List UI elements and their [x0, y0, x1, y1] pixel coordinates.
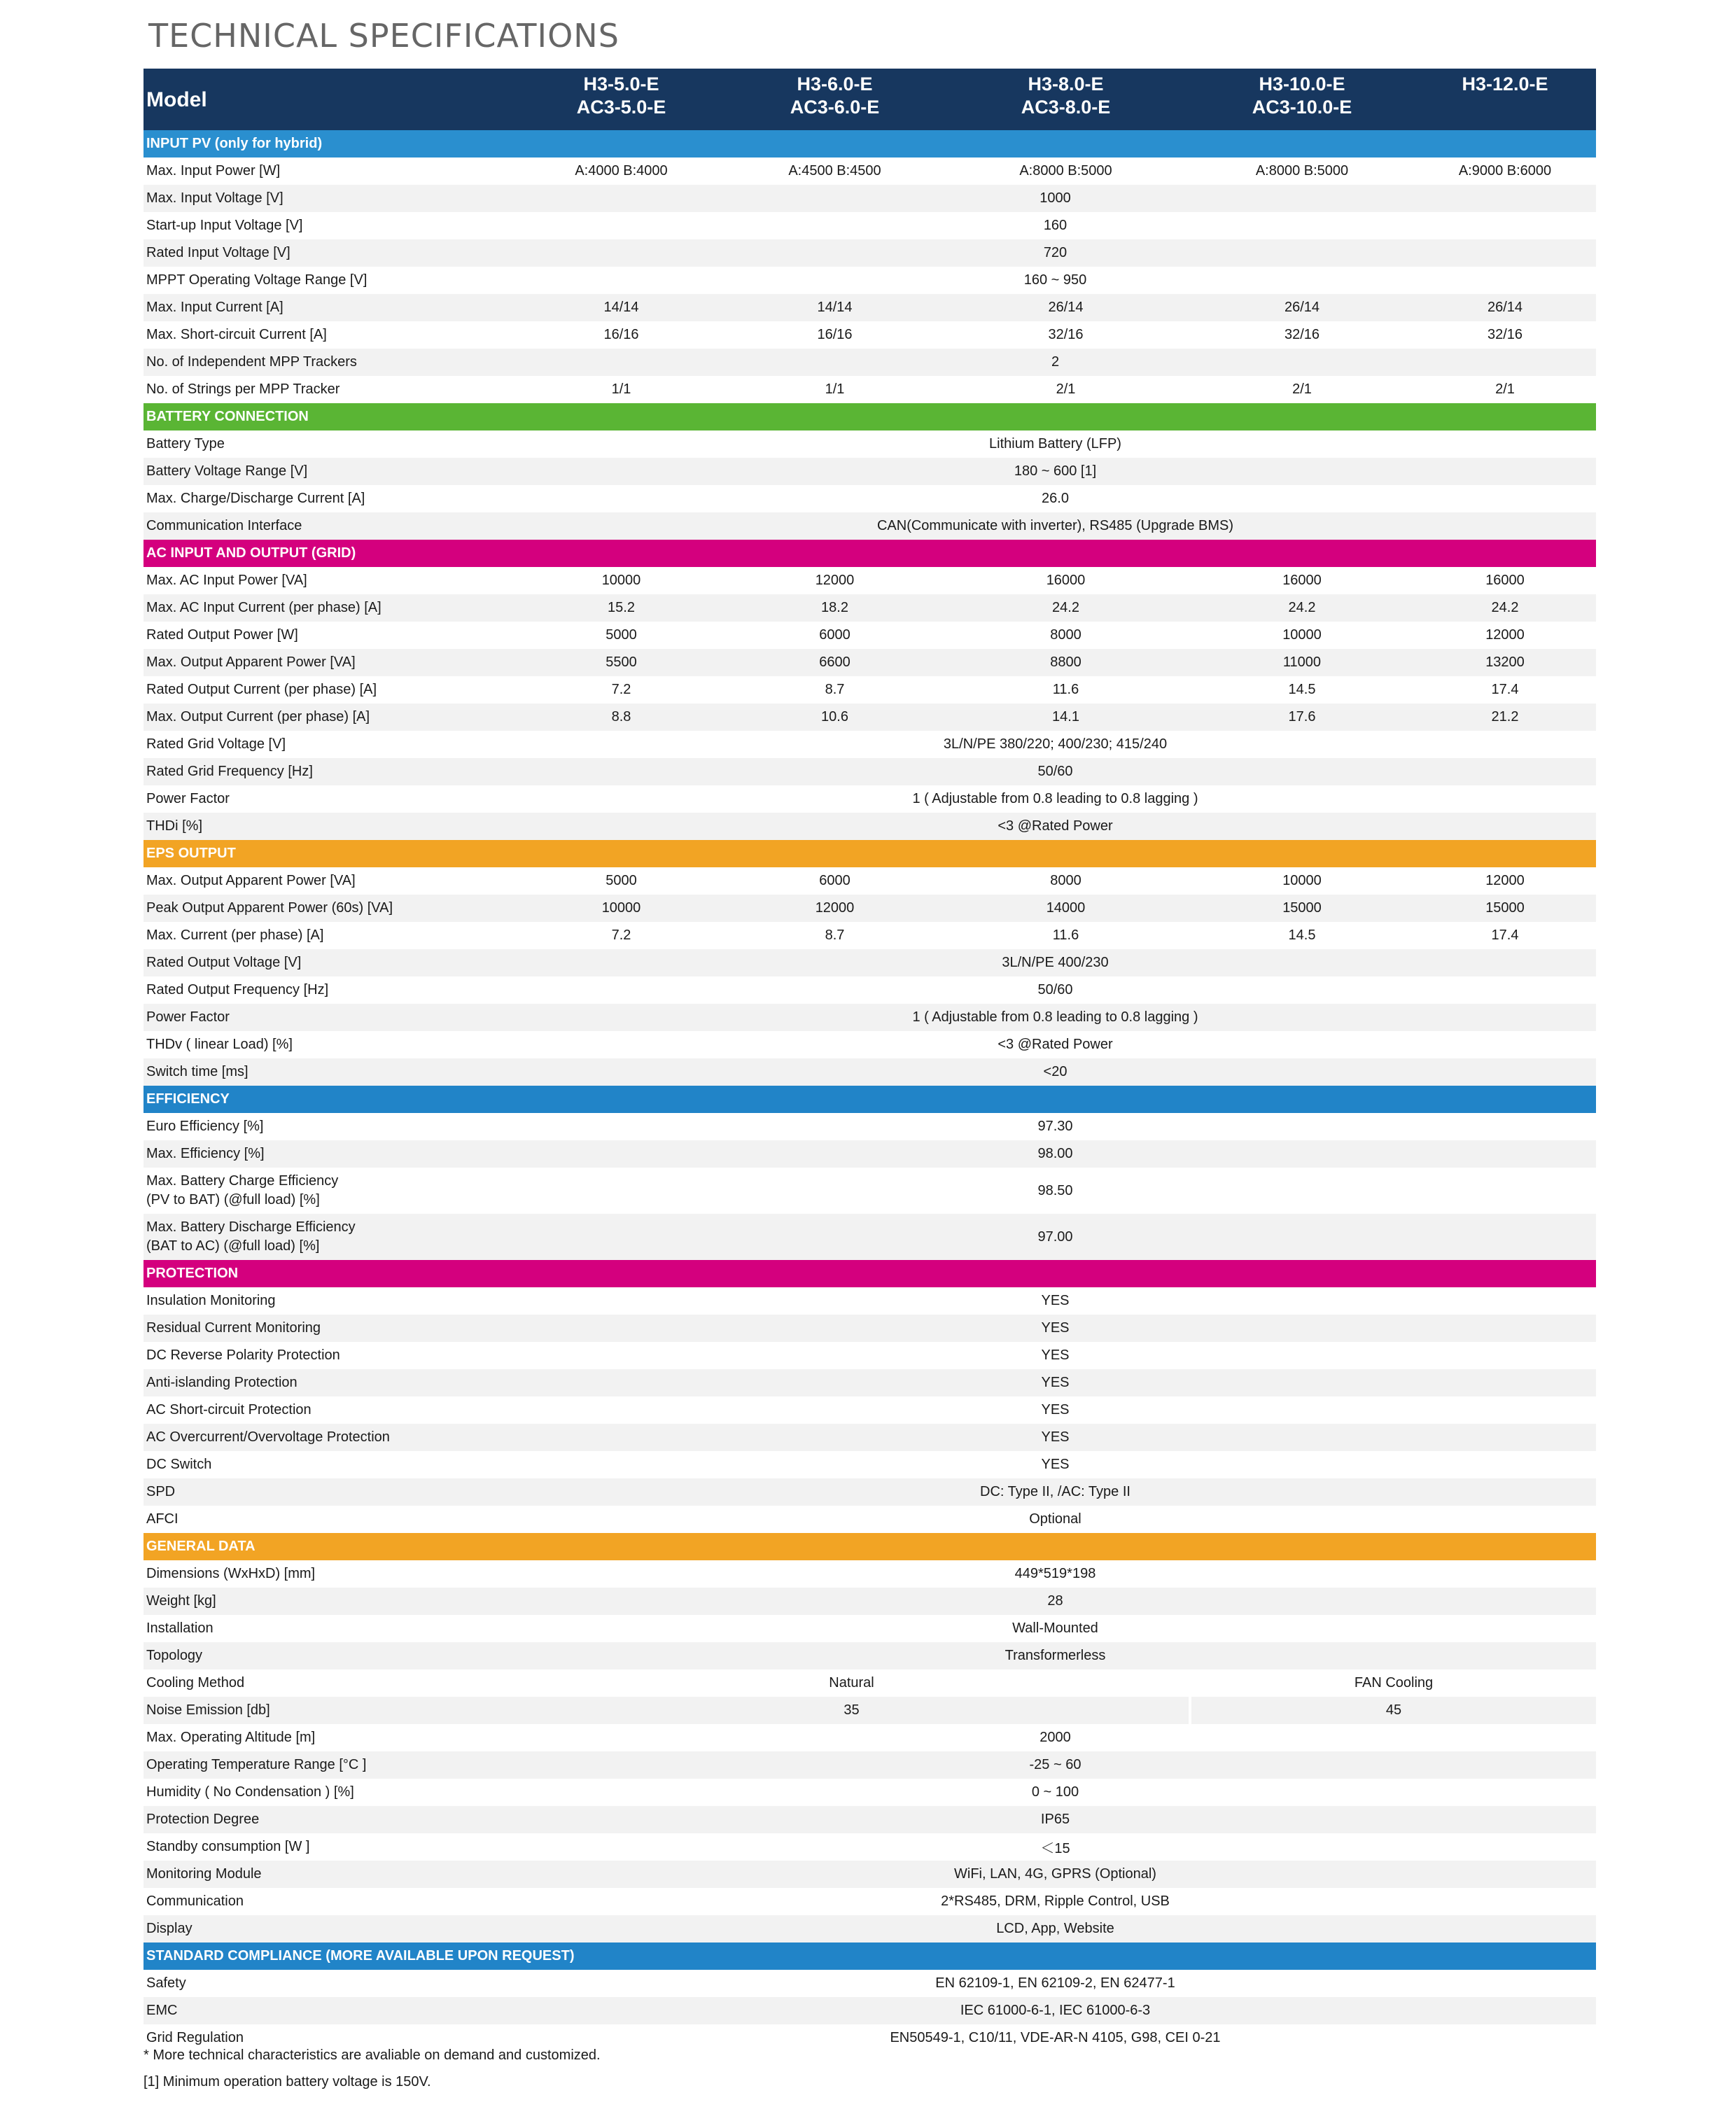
spec-value: A:4000 B:4000	[514, 158, 728, 185]
spec-value: 32/16	[1190, 321, 1414, 349]
spec-value: 0 ~ 100	[514, 1779, 1596, 1806]
spec-value: 16000	[1414, 567, 1596, 594]
spec-value: 8.7	[728, 676, 941, 704]
spec-value: ＜15	[514, 1833, 1596, 1861]
model-header-cell: H3-5.0-E AC3-5.0-E	[514, 69, 728, 130]
spec-row	[144, 1113, 1596, 1140]
spec-row	[144, 1560, 1596, 1588]
spec-label: Rated Input Voltage [V]	[144, 239, 514, 267]
spec-row	[144, 1615, 1596, 1642]
model-header-cell: H3-12.0-E	[1414, 69, 1596, 130]
spec-row	[144, 731, 1596, 758]
spec-value: 8.8	[514, 704, 728, 731]
spec-label: Residual Current Monitoring	[144, 1315, 514, 1342]
spec-value: 10000	[1190, 867, 1414, 895]
spec-value: 5500	[514, 649, 728, 676]
spec-row	[144, 212, 1596, 239]
spec-label: Peak Output Apparent Power (60s) [VA]	[144, 895, 514, 922]
spec-value: CAN(Communicate with inverter), RS485 (Upgrade BMS)	[514, 512, 1596, 540]
spec-label: Rated Grid Frequency [Hz]	[144, 758, 514, 785]
spec-value: 8000	[941, 622, 1190, 649]
spec-row	[144, 1888, 1596, 1915]
footnote: [1] Minimum operation battery voltage is 150V.	[144, 2074, 431, 2090]
spec-label: Communication Interface	[144, 512, 514, 540]
spec-value: 10.6	[728, 704, 941, 731]
spec-row	[144, 267, 1596, 294]
spec-value: Transformerless	[514, 1642, 1596, 1670]
spec-row	[144, 1806, 1596, 1833]
spec-value: 3L/N/PE 380/220; 400/230; 415/240	[514, 731, 1596, 758]
section-title: BATTERY CONNECTION	[144, 403, 1596, 430]
spec-label: Installation	[144, 1615, 514, 1642]
section-header	[144, 130, 1596, 158]
spec-value: 12000	[1414, 622, 1596, 649]
spec-label: Max. Battery Charge Efficiency (PV to BAT) (@full load) [%]	[144, 1168, 514, 1214]
section-title: INPUT PV (only for hybrid)	[144, 130, 1596, 158]
spec-label: Protection Degree	[144, 1806, 514, 1833]
spec-label: Operating Temperature Range [°C ]	[144, 1751, 514, 1779]
spec-value: 6600	[728, 649, 941, 676]
spec-row	[144, 1970, 1596, 1997]
spec-label: DC Reverse Polarity Protection	[144, 1342, 514, 1369]
spec-value: YES	[514, 1287, 1596, 1315]
footnote: * More technical characteristics are avaliable on demand and customized.	[144, 2047, 601, 2063]
spec-label: Max. Charge/Discharge Current [A]	[144, 485, 514, 512]
spec-value: 6000	[728, 622, 941, 649]
section-title: STANDARD COMPLIANCE (MORE AVAILABLE UPON REQUEST)	[144, 1942, 1596, 1970]
spec-label: Battery Type	[144, 430, 514, 458]
spec-label: Safety	[144, 1970, 514, 1997]
spec-row	[144, 1451, 1596, 1478]
model-header-cell: H3-8.0-E AC3-8.0-E	[941, 69, 1190, 130]
spec-row	[144, 185, 1596, 212]
spec-label: Max. Efficiency [%]	[144, 1140, 514, 1168]
spec-label: Insulation Monitoring	[144, 1287, 514, 1315]
spec-value: 16/16	[728, 321, 941, 349]
spec-row	[144, 1697, 1596, 1724]
spec-value: 26.0	[514, 485, 1596, 512]
spec-value: Lithium Battery (LFP)	[514, 430, 1596, 458]
spec-value: 14.1	[941, 704, 1190, 731]
spec-value: 8800	[941, 649, 1190, 676]
spec-value: 1/1	[514, 376, 728, 403]
spec-value: 14/14	[514, 294, 728, 321]
spec-row	[144, 1724, 1596, 1751]
spec-label: Noise Emission [db]	[144, 1697, 514, 1724]
spec-label: Power Factor	[144, 1004, 514, 1031]
spec-row	[144, 1058, 1596, 1086]
spec-row	[144, 1997, 1596, 2024]
spec-label: Power Factor	[144, 785, 514, 813]
spec-value: -25 ~ 60	[514, 1751, 1596, 1779]
spec-value: 2000	[514, 1724, 1596, 1751]
spec-row	[144, 1031, 1596, 1058]
spec-value: 10000	[1190, 622, 1414, 649]
spec-value: 1 ( Adjustable from 0.8 leading to 0.8 lagging )	[514, 785, 1596, 813]
spec-table	[144, 69, 1596, 2052]
spec-value: 720	[514, 239, 1596, 267]
section-header	[144, 403, 1596, 430]
spec-value: 11000	[1190, 649, 1414, 676]
spec-value: YES	[514, 1424, 1596, 1451]
spec-label: Topology	[144, 1642, 514, 1670]
spec-label: AC Overcurrent/Overvoltage Protection	[144, 1424, 514, 1451]
spec-row	[144, 895, 1596, 922]
spec-value: EN50549-1, C10/11, VDE-AR-N 4105, G98, CEI 0-21	[514, 2024, 1596, 2052]
spec-label: DC Switch	[144, 1451, 514, 1478]
spec-row	[144, 430, 1596, 458]
spec-label: Start-up Input Voltage [V]	[144, 212, 514, 239]
spec-value: 14000	[941, 895, 1190, 922]
spec-value: A:9000 B:6000	[1414, 158, 1596, 185]
spec-value: 17.4	[1414, 676, 1596, 704]
spec-row	[144, 349, 1596, 376]
spec-label: No. of Independent MPP Trackers	[144, 349, 514, 376]
spec-label: Communication	[144, 1888, 514, 1915]
spec-value: 32/16	[941, 321, 1190, 349]
spec-row	[144, 867, 1596, 895]
page-title: TECHNICAL SPECIFICATIONS	[148, 17, 620, 55]
spec-row	[144, 1642, 1596, 1670]
spec-value: 2/1	[1190, 376, 1414, 403]
spec-value: DC: Type II, /AC: Type II	[514, 1478, 1596, 1506]
spec-value: Natural	[514, 1670, 1190, 1697]
spec-label: Max. Operating Altitude [m]	[144, 1724, 514, 1751]
spec-value: 2*RS485, DRM, Ripple Control, USB	[514, 1888, 1596, 1915]
spec-value: IP65	[514, 1806, 1596, 1833]
spec-value: EN 62109-1, EN 62109-2, EN 62477-1	[514, 1970, 1596, 1997]
spec-value: 10000	[514, 567, 728, 594]
spec-value: 1/1	[728, 376, 941, 403]
spec-row	[144, 704, 1596, 731]
spec-row	[144, 1315, 1596, 1342]
spec-label: Max. Short-circuit Current [A]	[144, 321, 514, 349]
spec-value: 26/14	[1190, 294, 1414, 321]
spec-row	[144, 1168, 1596, 1214]
spec-row	[144, 158, 1596, 185]
spec-value: A:8000 B:5000	[1190, 158, 1414, 185]
spec-row	[144, 1214, 1596, 1260]
spec-value: 16000	[941, 567, 1190, 594]
spec-value: 50/60	[514, 758, 1596, 785]
spec-value: 6000	[728, 867, 941, 895]
spec-row	[144, 1342, 1596, 1369]
spec-value: A:8000 B:5000	[941, 158, 1190, 185]
spec-label: Max. Output Apparent Power [VA]	[144, 649, 514, 676]
spec-value: 2/1	[941, 376, 1190, 403]
section-header	[144, 840, 1596, 867]
spec-row	[144, 785, 1596, 813]
spec-label: Rated Output Current (per phase) [A]	[144, 676, 514, 704]
spec-value: 5000	[514, 867, 728, 895]
spec-value: 160 ~ 950	[514, 267, 1596, 294]
spec-row	[144, 1833, 1596, 1861]
spec-row	[144, 1140, 1596, 1168]
spec-label: Max. Current (per phase) [A]	[144, 922, 514, 949]
spec-value: 7.2	[514, 922, 728, 949]
section-title: PROTECTION	[144, 1260, 1596, 1287]
spec-value: 50/60	[514, 976, 1596, 1004]
spec-value: 14.5	[1190, 676, 1414, 704]
spec-label: THDi [%]	[144, 813, 514, 840]
spec-label: Rated Output Power [W]	[144, 622, 514, 649]
spec-value: 35	[514, 1697, 1190, 1724]
spec-row	[144, 567, 1596, 594]
spec-label: Rated Grid Voltage [V]	[144, 731, 514, 758]
spec-value: 98.00	[514, 1140, 1596, 1168]
spec-label: No. of Strings per MPP Tracker	[144, 376, 514, 403]
spec-label: AFCI	[144, 1506, 514, 1533]
spec-value: 24.2	[1414, 594, 1596, 622]
spec-value: 16/16	[514, 321, 728, 349]
spec-value: 12000	[728, 567, 941, 594]
spec-label: Dimensions (WxHxD) [mm]	[144, 1560, 514, 1588]
spec-value: 15000	[1190, 895, 1414, 922]
model-header-row	[144, 69, 1596, 130]
spec-row	[144, 649, 1596, 676]
section-title: EPS OUTPUT	[144, 840, 1596, 867]
spec-row	[144, 294, 1596, 321]
spec-row	[144, 1588, 1596, 1615]
spec-value: IEC 61000-6-1, IEC 61000-6-3	[514, 1997, 1596, 2024]
spec-label: Standby consumption [W ]	[144, 1833, 514, 1861]
spec-value: 11.6	[941, 676, 1190, 704]
section-title: AC INPUT AND OUTPUT (GRID)	[144, 540, 1596, 567]
spec-label: EMC	[144, 1997, 514, 2024]
spec-label: Max. AC Input Current (per phase) [A]	[144, 594, 514, 622]
section-header	[144, 1260, 1596, 1287]
spec-row	[144, 1369, 1596, 1396]
spec-value: 24.2	[941, 594, 1190, 622]
spec-row	[144, 1861, 1596, 1888]
spec-label: Cooling Method	[144, 1670, 514, 1697]
spec-row	[144, 1004, 1596, 1031]
section-header	[144, 1086, 1596, 1113]
spec-value: <3 @Rated Power	[514, 1031, 1596, 1058]
spec-row	[144, 321, 1596, 349]
spec-label: Monitoring Module	[144, 1861, 514, 1888]
spec-row	[144, 512, 1596, 540]
section-title: EFFICIENCY	[144, 1086, 1596, 1113]
spec-value: Wall-Mounted	[514, 1615, 1596, 1642]
spec-value: 11.6	[941, 922, 1190, 949]
spec-row	[144, 485, 1596, 512]
spec-value: 15000	[1414, 895, 1596, 922]
spec-label: Max. Output Current (per phase) [A]	[144, 704, 514, 731]
spec-value: 14/14	[728, 294, 941, 321]
spec-value: 18.2	[728, 594, 941, 622]
spec-row	[144, 758, 1596, 785]
section-title: GENERAL DATA	[144, 1533, 1596, 1560]
spec-value: YES	[514, 1369, 1596, 1396]
spec-row	[144, 239, 1596, 267]
spec-value: 32/16	[1414, 321, 1596, 349]
spec-value: A:4500 B:4500	[728, 158, 941, 185]
spec-row	[144, 458, 1596, 485]
spec-value: WiFi, LAN, 4G, GPRS (Optional)	[514, 1861, 1596, 1888]
spec-row	[144, 676, 1596, 704]
spec-row	[144, 949, 1596, 976]
spec-value: 1000	[514, 185, 1596, 212]
spec-value: YES	[514, 1451, 1596, 1478]
spec-value: 12000	[1414, 867, 1596, 895]
spec-label: Rated Output Voltage [V]	[144, 949, 514, 976]
spec-label: Switch time [ms]	[144, 1058, 514, 1086]
spec-label: Battery Voltage Range [V]	[144, 458, 514, 485]
section-header	[144, 1533, 1596, 1560]
spec-label: MPPT Operating Voltage Range [V]	[144, 267, 514, 294]
spec-label: Weight [kg]	[144, 1588, 514, 1615]
model-header-cell: H3-6.0-E AC3-6.0-E	[728, 69, 941, 130]
spec-value: 28	[514, 1588, 1596, 1615]
spec-value: 45	[1190, 1697, 1596, 1724]
spec-value: 1 ( Adjustable from 0.8 leading to 0.8 lagging )	[514, 1004, 1596, 1031]
spec-value: 17.4	[1414, 922, 1596, 949]
spec-value: YES	[514, 1315, 1596, 1342]
spec-value: 15.2	[514, 594, 728, 622]
spec-row	[144, 1670, 1596, 1697]
spec-row	[144, 1396, 1596, 1424]
spec-label: Max. Input Voltage [V]	[144, 185, 514, 212]
spec-value: 21.2	[1414, 704, 1596, 731]
spec-row	[144, 1506, 1596, 1533]
spec-value: 16000	[1190, 567, 1414, 594]
spec-value: <20	[514, 1058, 1596, 1086]
spec-row	[144, 922, 1596, 949]
spec-label: SPD	[144, 1478, 514, 1506]
spec-row	[144, 1779, 1596, 1806]
spec-value: 97.00	[514, 1214, 1596, 1260]
spec-label: Grid Regulation	[144, 2024, 514, 2052]
spec-value: YES	[514, 1342, 1596, 1369]
spec-value: 26/14	[941, 294, 1190, 321]
spec-value: 5000	[514, 622, 728, 649]
spec-row	[144, 1751, 1596, 1779]
spec-label: Anti-islanding Protection	[144, 1369, 514, 1396]
spec-row	[144, 594, 1596, 622]
spec-value: LCD, App, Website	[514, 1915, 1596, 1942]
model-header-label: Model	[144, 69, 514, 130]
spec-row	[144, 376, 1596, 403]
spec-value: 17.6	[1190, 704, 1414, 731]
spec-row	[144, 813, 1596, 840]
spec-value: 13200	[1414, 649, 1596, 676]
spec-label: AC Short-circuit Protection	[144, 1396, 514, 1424]
spec-value: 3L/N/PE 400/230	[514, 949, 1596, 976]
spec-row	[144, 976, 1596, 1004]
spec-label: Rated Output Frequency [Hz]	[144, 976, 514, 1004]
section-header	[144, 1942, 1596, 1970]
spec-value: 160	[514, 212, 1596, 239]
spec-row	[144, 1478, 1596, 1506]
spec-row	[144, 1287, 1596, 1315]
spec-row	[144, 622, 1596, 649]
spec-value: 26/14	[1414, 294, 1596, 321]
spec-label: THDv ( linear Load) [%]	[144, 1031, 514, 1058]
spec-value: 97.30	[514, 1113, 1596, 1140]
spec-value: 10000	[514, 895, 728, 922]
spec-label: Display	[144, 1915, 514, 1942]
spec-value: 2/1	[1414, 376, 1596, 403]
spec-value: 8000	[941, 867, 1190, 895]
spec-value: 7.2	[514, 676, 728, 704]
spec-row	[144, 1424, 1596, 1451]
spec-value: 180 ~ 600 [1]	[514, 458, 1596, 485]
spec-value: 24.2	[1190, 594, 1414, 622]
spec-label: Max. AC Input Power [VA]	[144, 567, 514, 594]
spec-label: Euro Efficiency [%]	[144, 1113, 514, 1140]
spec-value: 14.5	[1190, 922, 1414, 949]
spec-label: Humidity ( No Condensation ) [%]	[144, 1779, 514, 1806]
spec-value: FAN Cooling	[1190, 1670, 1596, 1697]
spec-label: Max. Output Apparent Power [VA]	[144, 867, 514, 895]
spec-label: Max. Input Power [W]	[144, 158, 514, 185]
spec-value: <3 @Rated Power	[514, 813, 1596, 840]
model-header-cell: H3-10.0-E AC3-10.0-E	[1190, 69, 1414, 130]
spec-value: 98.50	[514, 1168, 1596, 1214]
spec-table-body	[144, 130, 1596, 2052]
spec-row	[144, 1915, 1596, 1942]
spec-value: YES	[514, 1396, 1596, 1424]
spec-label: Max. Battery Discharge Efficiency (BAT to AC) (@full load) [%]	[144, 1214, 514, 1260]
spec-value: 2	[514, 349, 1596, 376]
spec-value: Optional	[514, 1506, 1596, 1533]
spec-value: 12000	[728, 895, 941, 922]
spec-label: Max. Input Current [A]	[144, 294, 514, 321]
section-header	[144, 540, 1596, 567]
spec-value: 449*519*198	[514, 1560, 1596, 1588]
spec-value: 8.7	[728, 922, 941, 949]
